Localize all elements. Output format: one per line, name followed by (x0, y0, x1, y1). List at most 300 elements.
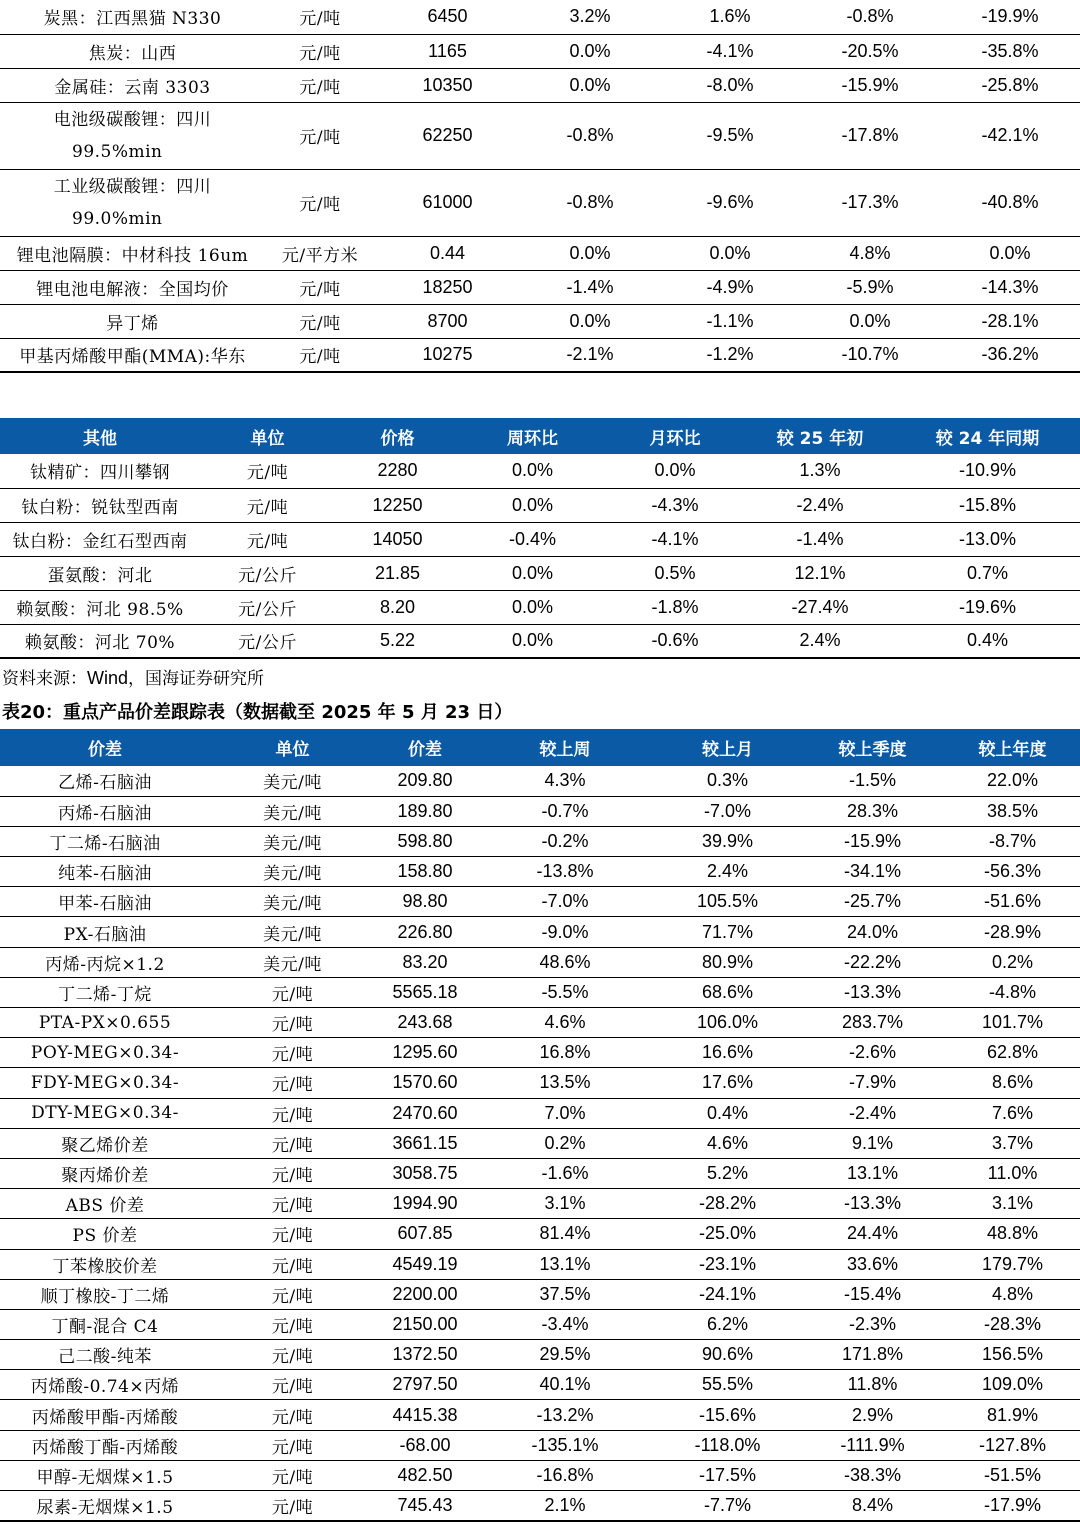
unit-cell: 美元/吨 (210, 887, 375, 917)
change-cell: 7.0% (475, 1098, 655, 1128)
change-cell: 2.9% (800, 1400, 945, 1430)
unit-cell: 元/吨 (210, 1430, 375, 1460)
header-cell: 较上季度 (800, 729, 945, 766)
price-cell: 226.80 (375, 917, 475, 947)
change-cell: 4.6% (475, 1008, 655, 1038)
change-cell: -25.0% (655, 1219, 800, 1249)
price-cell: 158.80 (375, 857, 475, 887)
change-cell: 283.7% (800, 1008, 945, 1038)
change-cell: 109.0% (945, 1370, 1080, 1400)
product-name-cell: DTY-MEG×0.34- (0, 1098, 210, 1128)
change-cell: -1.6% (475, 1158, 655, 1188)
price-cell: 482.50 (375, 1460, 475, 1490)
price-cell: 2797.50 (375, 1370, 475, 1400)
unit-cell: 元/吨 (265, 169, 375, 236)
table-row (0, 796, 1080, 826)
product-name-cell: 乙烯-石脑油 (0, 766, 210, 796)
change-cell: 38.5% (945, 796, 1080, 826)
table-row (0, 1430, 1080, 1460)
change-cell: 0.4% (655, 1098, 800, 1128)
product-name-cell: 钛白粉：锐钛型西南 (0, 488, 200, 522)
change-cell: -2.4% (745, 488, 895, 522)
change-cell: 80.9% (655, 947, 800, 977)
product-name-cell: 锂电池电解液：全国均价 (0, 270, 265, 304)
change-cell: 8.4% (800, 1491, 945, 1521)
product-name-cell: 丙烯-石脑油 (0, 796, 210, 826)
price-cell: 1570.60 (375, 1068, 475, 1098)
unit-cell: 元/吨 (265, 0, 375, 34)
price-cell: 209.80 (375, 766, 475, 796)
change-cell: -118.0% (655, 1430, 800, 1460)
change-cell: -20.5% (800, 34, 940, 68)
unit-cell: 元/吨 (210, 1309, 375, 1339)
change-cell: 2.4% (745, 624, 895, 658)
product-name-cell: 赖氨酸：河北 70% (0, 624, 200, 658)
change-cell: 0.5% (605, 556, 745, 590)
table-row (0, 488, 1080, 522)
change-cell: -17.5% (655, 1460, 800, 1490)
product-name-cell: 赖氨酸：河北 98.5% (0, 590, 200, 624)
price-cell: 14050 (335, 522, 460, 556)
unit-cell: 元/吨 (210, 1008, 375, 1038)
change-cell: 11.0% (945, 1158, 1080, 1188)
unit-cell: 美元/吨 (210, 917, 375, 947)
table-row (0, 1370, 1080, 1400)
change-cell: 106.0% (655, 1008, 800, 1038)
source-suffix: ，国海证券研究所 (128, 669, 265, 689)
change-cell: 81.9% (945, 1400, 1080, 1430)
price-cell: 2150.00 (375, 1309, 475, 1339)
price-cell: 598.80 (375, 826, 475, 856)
price-cell: 5565.18 (375, 977, 475, 1007)
price-cell: 1295.60 (375, 1038, 475, 1068)
price-cell: 3058.75 (375, 1158, 475, 1188)
change-cell: 0.0% (940, 236, 1080, 270)
change-cell: -25.8% (940, 68, 1080, 102)
header-cell: 月环比 (605, 418, 745, 454)
unit-cell: 元/吨 (210, 1189, 375, 1219)
change-cell: 156.5% (945, 1340, 1080, 1370)
unit-cell: 元/吨 (265, 270, 375, 304)
change-cell: -15.6% (655, 1400, 800, 1430)
unit-cell: 美元/吨 (210, 826, 375, 856)
change-cell: -0.8% (520, 102, 660, 169)
unit-cell: 元/吨 (200, 522, 335, 556)
price-cell: 243.68 (375, 1008, 475, 1038)
product-name-cell: 甲苯-石脑油 (0, 887, 210, 917)
change-cell: 0.4% (895, 624, 1080, 658)
change-cell: 3.2% (520, 0, 660, 34)
table-row (0, 236, 1080, 270)
change-cell: 4.8% (945, 1279, 1080, 1309)
product-name-cell: 丁二烯-丁烷 (0, 977, 210, 1007)
unit-cell: 元/吨 (210, 1128, 375, 1158)
product-name-cell: 异丁烯 (0, 304, 265, 338)
change-cell: -7.0% (475, 887, 655, 917)
change-cell: -28.3% (945, 1309, 1080, 1339)
unit-cell: 元/吨 (265, 304, 375, 338)
change-cell: -3.4% (475, 1309, 655, 1339)
product-name-cell: 炭黑：江西黑猫 N330 (0, 0, 265, 34)
change-cell: -1.5% (800, 766, 945, 796)
unit-cell: 元/吨 (265, 102, 375, 169)
change-cell: -10.7% (800, 338, 940, 372)
table-row (0, 826, 1080, 856)
header-cell: 价格 (335, 418, 460, 454)
product-name-cell: 锂电池隔膜：中材科技 16um (0, 236, 265, 270)
change-cell: 17.6% (655, 1068, 800, 1098)
header-cell: 较上月 (655, 729, 800, 766)
change-cell: -34.1% (800, 857, 945, 887)
unit-cell: 元/吨 (210, 1400, 375, 1430)
change-cell: 171.8% (800, 1340, 945, 1370)
table-row (0, 590, 1080, 624)
change-cell: -40.8% (940, 169, 1080, 236)
change-cell: -35.8% (940, 34, 1080, 68)
change-cell: -8.7% (945, 826, 1080, 856)
change-cell: -9.0% (475, 917, 655, 947)
change-cell: 40.1% (475, 1370, 655, 1400)
table-row (0, 102, 1080, 169)
table-row (0, 947, 1080, 977)
price-cell: 8700 (375, 304, 520, 338)
table-row (0, 34, 1080, 68)
change-cell: 0.0% (520, 236, 660, 270)
change-cell: 0.0% (460, 488, 605, 522)
table-row (0, 1189, 1080, 1219)
change-cell: -2.3% (800, 1309, 945, 1339)
change-cell: 71.7% (655, 917, 800, 947)
table-row (0, 522, 1080, 556)
price-cell: 1165 (375, 34, 520, 68)
header-cell: 较上年度 (945, 729, 1080, 766)
change-cell: -14.3% (940, 270, 1080, 304)
change-cell: 105.5% (655, 887, 800, 917)
price-cell: 98.80 (375, 887, 475, 917)
source-note (2, 664, 264, 689)
product-name-cell: ABS 价差 (0, 1189, 210, 1219)
table-row (0, 1460, 1080, 1490)
source-prefix: 资料来源： (2, 669, 87, 689)
change-cell: -13.2% (475, 1400, 655, 1430)
product-name-cell: 钛精矿：四川攀钢 (0, 454, 200, 488)
product-name-cell: 聚丙烯价差 (0, 1158, 210, 1188)
table-row (0, 0, 1080, 34)
change-cell: 4.8% (800, 236, 940, 270)
change-cell: 4.3% (475, 766, 655, 796)
product-name-cell: FDY-MEG×0.34- (0, 1068, 210, 1098)
change-cell: 179.7% (945, 1249, 1080, 1279)
spread-table-header (0, 729, 1080, 766)
unit-cell: 元/吨 (210, 1370, 375, 1400)
change-cell: 37.5% (475, 1279, 655, 1309)
product-name-cell: 尿素-无烟煤×1.5 (0, 1491, 210, 1521)
change-cell: 5.2% (655, 1158, 800, 1188)
price-cell: 3661.15 (375, 1128, 475, 1158)
product-name-line: 99.0%min (72, 208, 163, 229)
change-cell: 1.3% (745, 454, 895, 488)
product-name-cell: 丙烯酸-0.74×丙烯 (0, 1370, 210, 1400)
change-cell: -28.1% (940, 304, 1080, 338)
change-cell: 0.0% (460, 590, 605, 624)
table-row (0, 917, 1080, 947)
change-cell: -42.1% (940, 102, 1080, 169)
change-cell: 48.6% (475, 947, 655, 977)
header-cell: 较 24 年同期 (895, 418, 1080, 454)
price-cell: 10350 (375, 68, 520, 102)
unit-cell: 元/吨 (200, 488, 335, 522)
unit-cell: 美元/吨 (210, 796, 375, 826)
change-cell: 62.8% (945, 1038, 1080, 1068)
change-cell: 28.3% (800, 796, 945, 826)
change-cell: 0.0% (520, 304, 660, 338)
change-cell: -28.9% (945, 917, 1080, 947)
change-cell: -25.7% (800, 887, 945, 917)
price-cell: 21.85 (335, 556, 460, 590)
change-cell: 0.0% (605, 454, 745, 488)
change-cell: -13.3% (800, 1189, 945, 1219)
change-cell: -36.2% (940, 338, 1080, 372)
table-row (0, 454, 1080, 488)
change-cell: 7.6% (945, 1098, 1080, 1128)
change-cell: -9.6% (660, 169, 800, 236)
table-row (0, 556, 1080, 590)
unit-cell: 元/吨 (210, 1219, 375, 1249)
table-row (0, 1158, 1080, 1188)
change-cell: -23.1% (655, 1249, 800, 1279)
change-cell: 48.8% (945, 1219, 1080, 1249)
change-cell: -1.4% (520, 270, 660, 304)
change-cell: -10.9% (895, 454, 1080, 488)
unit-cell: 元/吨 (210, 1158, 375, 1188)
change-cell: -7.7% (655, 1491, 800, 1521)
table-row (0, 1491, 1080, 1521)
product-name-cell: 钛白粉：金红石型西南 (0, 522, 200, 556)
table-row (0, 766, 1080, 796)
header-cell: 其他 (0, 418, 200, 454)
product-name-cell: POY-MEG×0.34- (0, 1038, 210, 1068)
product-name-cell: 丙烯-丙烷×1.2 (0, 947, 210, 977)
table-row (0, 1068, 1080, 1098)
change-cell: 13.1% (800, 1158, 945, 1188)
change-cell: -1.1% (660, 304, 800, 338)
price-cell: 10275 (375, 338, 520, 372)
unit-cell: 元/吨 (210, 1340, 375, 1370)
change-cell: -2.6% (800, 1038, 945, 1068)
change-cell: -19.9% (940, 0, 1080, 34)
change-cell: -15.9% (800, 68, 940, 102)
change-cell: -16.8% (475, 1460, 655, 1490)
change-cell: -15.8% (895, 488, 1080, 522)
unit-cell: 元/公斤 (200, 590, 335, 624)
product-name-cell: 丙烯酸甲酯-丙烯酸 (0, 1400, 210, 1430)
header-cell: 价差 (375, 729, 475, 766)
price-cell: 83.20 (375, 947, 475, 977)
table-row (0, 1098, 1080, 1128)
product-name-line: 99.5%min (72, 141, 163, 162)
price-cell: 2470.60 (375, 1098, 475, 1128)
change-cell: 24.4% (800, 1219, 945, 1249)
unit-cell: 美元/吨 (210, 857, 375, 887)
price-cell: 6450 (375, 0, 520, 34)
change-cell: 9.1% (800, 1128, 945, 1158)
table-row (0, 1249, 1080, 1279)
change-cell: 90.6% (655, 1340, 800, 1370)
change-cell: -4.3% (605, 488, 745, 522)
product-name-line: 工业级碳酸锂：四川 (53, 176, 212, 197)
change-cell: -111.9% (800, 1430, 945, 1460)
table-row (0, 977, 1080, 1007)
change-cell: -2.1% (520, 338, 660, 372)
change-cell: -24.1% (655, 1279, 800, 1309)
product-name-cell (0, 102, 265, 169)
table-row (0, 1400, 1080, 1430)
price-cell: -68.00 (375, 1430, 475, 1460)
change-cell: -5.5% (475, 977, 655, 1007)
change-cell: -22.2% (800, 947, 945, 977)
change-cell: -0.4% (460, 522, 605, 556)
product-name-cell: 聚乙烯价差 (0, 1128, 210, 1158)
header-cell: 单位 (210, 729, 375, 766)
price-cell: 1372.50 (375, 1340, 475, 1370)
change-cell: 0.7% (895, 556, 1080, 590)
change-cell: -1.4% (745, 522, 895, 556)
change-cell: 24.0% (800, 917, 945, 947)
table-row (0, 1219, 1080, 1249)
product-name-cell: 金属硅：云南 3303 (0, 68, 265, 102)
change-cell: 81.4% (475, 1219, 655, 1249)
change-cell: -0.6% (605, 624, 745, 658)
price-cell: 189.80 (375, 796, 475, 826)
change-cell: -7.9% (800, 1068, 945, 1098)
change-cell: 33.6% (800, 1249, 945, 1279)
change-cell: -19.6% (895, 590, 1080, 624)
change-cell: 22.0% (945, 766, 1080, 796)
spread-table (0, 729, 1080, 1522)
product-name-cell: 丁苯橡胶价差 (0, 1249, 210, 1279)
product-name-cell: 甲基丙烯酸甲酯(MMA):华东 (0, 338, 265, 372)
change-cell: 6.2% (655, 1309, 800, 1339)
change-cell: 0.2% (475, 1128, 655, 1158)
change-cell: 3.1% (475, 1189, 655, 1219)
change-cell: -8.0% (660, 68, 800, 102)
price-cell: 2200.00 (375, 1279, 475, 1309)
change-cell: 0.0% (460, 624, 605, 658)
unit-cell: 元/吨 (210, 1460, 375, 1490)
change-cell: -38.3% (800, 1460, 945, 1490)
change-cell: 3.1% (945, 1189, 1080, 1219)
change-cell: -17.3% (800, 169, 940, 236)
table-row (0, 1038, 1080, 1068)
product-name-cell: PX-石脑油 (0, 917, 210, 947)
change-cell: -4.8% (945, 977, 1080, 1007)
unit-cell: 元/吨 (210, 977, 375, 1007)
table-row (0, 68, 1080, 102)
product-name-cell: 纯苯-石脑油 (0, 857, 210, 887)
header-cell: 较上周 (475, 729, 655, 766)
change-cell: -5.9% (800, 270, 940, 304)
change-cell: -7.0% (655, 796, 800, 826)
header-cell: 周环比 (460, 418, 605, 454)
change-cell: -27.4% (745, 590, 895, 624)
product-name-cell: 己二酸-纯苯 (0, 1340, 210, 1370)
header-cell: 单位 (200, 418, 335, 454)
price-cell: 4415.38 (375, 1400, 475, 1430)
change-cell: -13.0% (895, 522, 1080, 556)
unit-cell: 元/吨 (210, 1249, 375, 1279)
change-cell: 4.6% (655, 1128, 800, 1158)
unit-cell: 元/吨 (265, 68, 375, 102)
price-cell: 4549.19 (375, 1249, 475, 1279)
unit-cell: 元/公斤 (200, 624, 335, 658)
change-cell: -4.9% (660, 270, 800, 304)
change-cell: -4.1% (660, 34, 800, 68)
top-price-table (0, 0, 1080, 373)
change-cell: 3.7% (945, 1128, 1080, 1158)
change-cell: 16.8% (475, 1038, 655, 1068)
table-row (0, 169, 1080, 236)
table-row (0, 1128, 1080, 1158)
change-cell: -51.5% (945, 1460, 1080, 1490)
change-cell: 2.4% (655, 857, 800, 887)
unit-cell: 元/吨 (200, 454, 335, 488)
change-cell: 39.9% (655, 826, 800, 856)
unit-cell: 元/吨 (210, 1098, 375, 1128)
unit-cell: 元/吨 (265, 338, 375, 372)
price-cell: 0.44 (375, 236, 520, 270)
other-price-table (0, 418, 1080, 659)
table-row (0, 857, 1080, 887)
table-caption: 表20：重点产品价差跟踪表（数据截至 2025 年 5 月 23 日） (2, 702, 513, 723)
header-cell: 价差 (0, 729, 210, 766)
change-cell: -17.9% (945, 1491, 1080, 1521)
unit-cell: 元/吨 (210, 1038, 375, 1068)
change-cell: -1.8% (605, 590, 745, 624)
change-cell: -13.3% (800, 977, 945, 1007)
unit-cell: 元/平方米 (265, 236, 375, 270)
price-cell: 61000 (375, 169, 520, 236)
change-cell: 29.5% (475, 1340, 655, 1370)
table-row (0, 1309, 1080, 1339)
table-row (0, 624, 1080, 658)
change-cell: 0.0% (660, 236, 800, 270)
table-row (0, 270, 1080, 304)
table-row (0, 1008, 1080, 1038)
change-cell: -1.2% (660, 338, 800, 372)
table-row (0, 304, 1080, 338)
header-cell: 较 25 年初 (745, 418, 895, 454)
change-cell: -9.5% (660, 102, 800, 169)
price-cell: 12250 (335, 488, 460, 522)
price-cell: 8.20 (335, 590, 460, 624)
price-cell: 62250 (375, 102, 520, 169)
change-cell: 0.2% (945, 947, 1080, 977)
product-name-cell: PS 价差 (0, 1219, 210, 1249)
change-cell: 1.6% (660, 0, 800, 34)
unit-cell: 美元/吨 (210, 947, 375, 977)
price-cell: 1994.90 (375, 1189, 475, 1219)
source-wind: Wind (87, 668, 129, 688)
change-cell: -51.6% (945, 887, 1080, 917)
change-cell: 8.6% (945, 1068, 1080, 1098)
change-cell: -13.8% (475, 857, 655, 887)
price-cell: 18250 (375, 270, 520, 304)
product-name-cell: 丁酮-混合 C4 (0, 1309, 210, 1339)
product-name-cell: PTA-PX×0.655 (0, 1008, 210, 1038)
change-cell: 101.7% (945, 1008, 1080, 1038)
change-cell: -0.8% (800, 0, 940, 34)
product-name-line: 电池级碳酸锂：四川 (53, 109, 212, 130)
